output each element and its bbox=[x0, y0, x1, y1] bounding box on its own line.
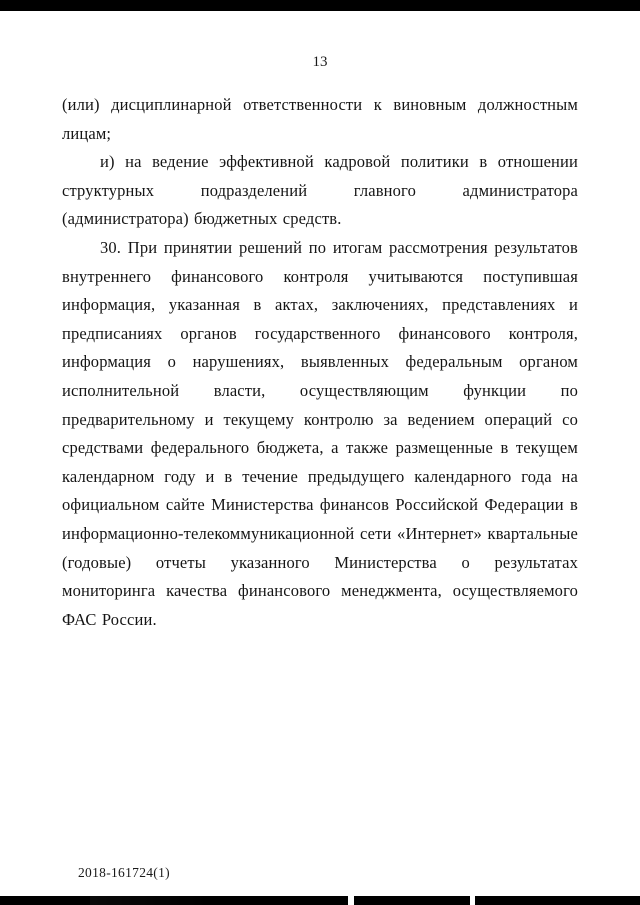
paragraph-clause-30: 30. При принятии решений по итогам рассмотрения результатов внутреннего финансового контроля учитываются поступившая информация, указанная в актах, заключениях, представлениях и предписаниях органов государственного финансового контроля, информация о нарушениях, выявленных федеральным органом исполнительной власти, осуществляющим функции по предварительному и текущему контролю за ведением операций со средствами федерального бюджета, а также размещенные в текущем календарном году и в течение предыдущего календарного года на официальном сайте Министерства финансов Российской Федерации в информационно-телекоммуникационной сети «Интернет» квартальные (годовые) отчеты указанного Министерства о результатах мониторинга качества финансового менеджмента, осуществляемого ФАС России. bbox=[62, 237, 578, 629]
scan-artifact-bottom-bar bbox=[0, 896, 640, 905]
paragraph-item-i-personnel-policy: и) на ведение эффективной кадровой политики в отношении структурных подразделений главного администратора (администратора) бюджетных средств. bbox=[62, 152, 578, 229]
document-body bbox=[62, 54, 578, 634]
document-footer-code: 2018-161724(1) bbox=[78, 865, 170, 880]
scan-artifact-top-bar bbox=[0, 0, 640, 11]
page-number: 13 bbox=[312, 54, 328, 70]
paragraph-disciplinary-liability: (или) дисциплинарной ответственности к виновным должностным лицам; bbox=[62, 95, 578, 143]
